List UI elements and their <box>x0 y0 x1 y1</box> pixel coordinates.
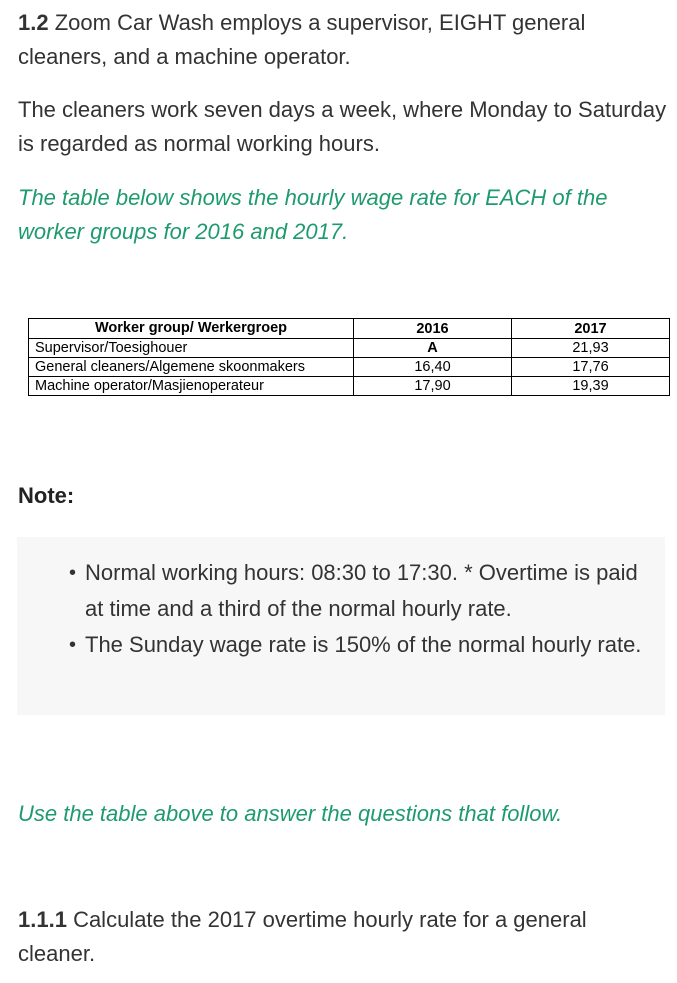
table-intro-paragraph: The table below shows the hourly wage rate for EACH of the worker groups for 2016 and 2017. <box>18 185 608 244</box>
bullet-icon: • <box>69 562 77 584</box>
row-group: General cleaners/Algemene skoonmakers <box>29 358 354 377</box>
working-week-paragraph: The cleaners work seven days a week, where Monday to Saturday is regarded as normal working hours. <box>18 97 667 156</box>
table-row <box>29 358 670 377</box>
table-header-row <box>29 319 670 339</box>
row-2017-value: 17,76 <box>512 358 670 377</box>
row-2016-value: 17,90 <box>354 377 512 396</box>
note-list <box>69 555 655 663</box>
instruction-text: Use the table above to answer the questions that follow. <box>18 801 563 826</box>
table-row <box>29 377 670 396</box>
row-2017-value: 19,39 <box>512 377 670 396</box>
note-heading: Note: <box>18 483 75 508</box>
question-paragraph <box>18 903 668 971</box>
row-group: Machine operator/Masjienoperateur <box>29 377 354 396</box>
question-number: 1.1.1 <box>18 907 67 932</box>
intro-paragraph <box>18 6 668 74</box>
note-box <box>17 537 665 715</box>
row-2017-value: 21,93 <box>512 339 670 358</box>
header-2017: 2017 <box>512 319 670 339</box>
question-text: Calculate the 2017 overtime hourly rate for a general cleaner. <box>18 907 587 966</box>
header-worker-group: Worker group/ Werkergroep <box>29 319 354 339</box>
table-row <box>29 339 670 358</box>
row-2016-value: A <box>354 339 512 358</box>
note-text: The Sunday wage rate is 150% of the normal hourly rate. <box>85 632 642 657</box>
row-group: Supervisor/Toesighouer <box>29 339 354 358</box>
bullet-icon: • <box>69 634 77 656</box>
note-item <box>69 555 655 627</box>
note-text: Normal working hours: 08:30 to 17:30. * Overtime is paid at time and a third of the normal hourly rate. <box>85 560 638 621</box>
row-2016-value: 16,40 <box>354 358 512 377</box>
question-number: 1.2 <box>18 10 49 35</box>
wage-rate-table <box>28 318 670 396</box>
header-2016: 2016 <box>354 319 512 339</box>
note-item <box>69 627 655 663</box>
intro-text: Zoom Car Wash employs a supervisor, EIGHT general cleaners, and a machine operator. <box>18 10 586 69</box>
